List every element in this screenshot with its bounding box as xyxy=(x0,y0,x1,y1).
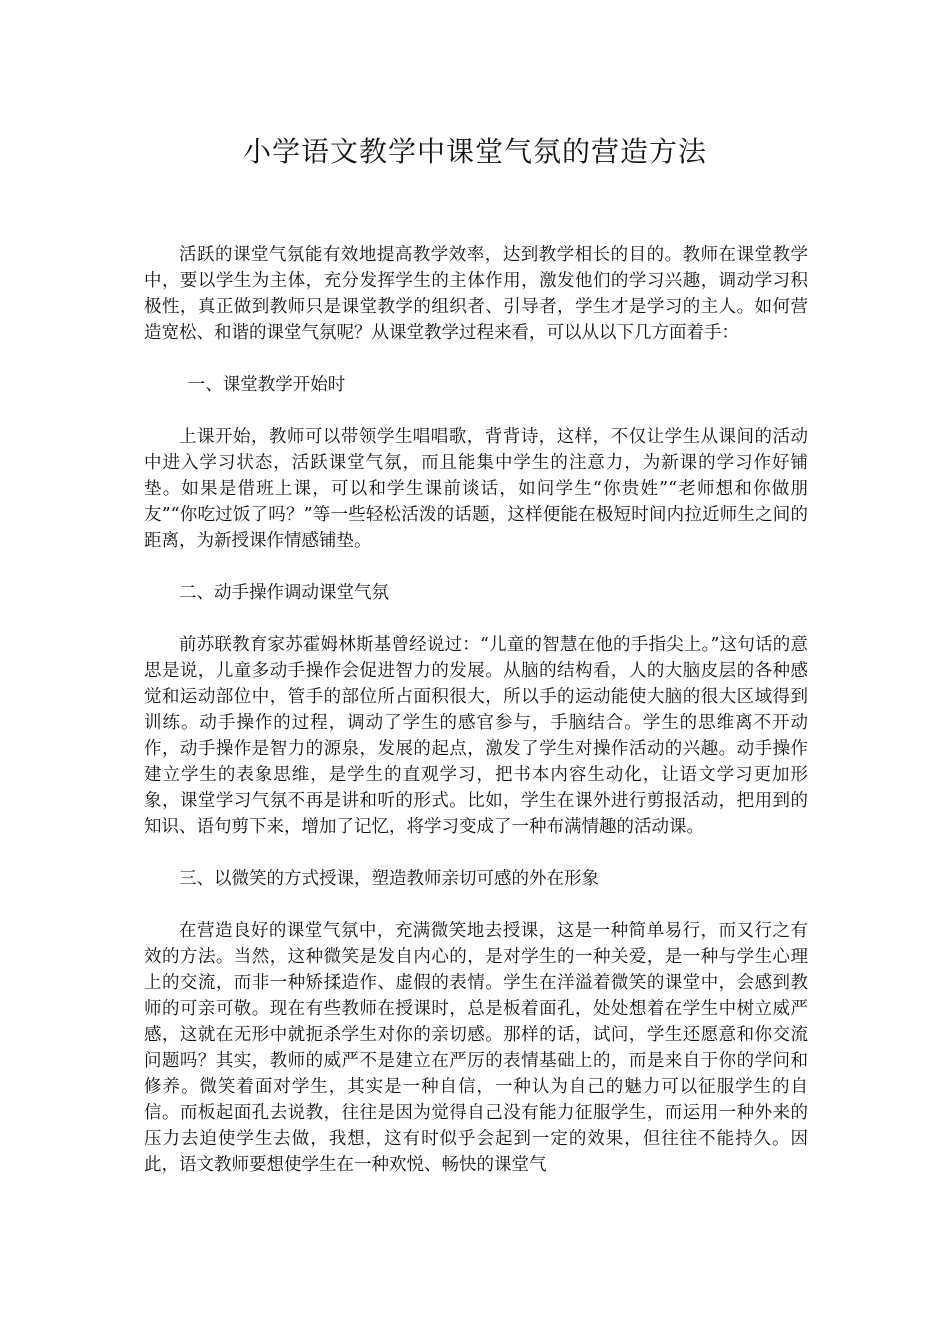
section-heading-1: 一、课堂教学开始时 xyxy=(187,375,346,395)
document-title: 小学语文教学中课堂气氛的营造方法 xyxy=(242,135,707,168)
section-heading-3: 三、以微笑的方式授课，塑造教师亲切可感的外在形象 xyxy=(179,869,599,889)
section-heading-2: 二、动手操作调动课堂气氛 xyxy=(179,583,389,603)
section-paragraph-1: 上课开始，教师可以带领学生唱唱歌，背背诗，这样，不仅让学生从课间的活动中进入学习状态，活跃课堂气氛，而且能集中学生的注意力，为新课的学习作好铺垫。如果是借班上课，可以和学生课前谈话，如问学生“你贵姓”“老师想和你做朋友”“你吃过饭了吗？”等一些轻松活泼的话题，这样便能在极短时间内拉近师生之间的距离，为新授课作情感铺垫。 xyxy=(144,427,808,551)
section-paragraph-2: 前苏联教育家苏霍姆林斯基曾经说过：“儿童的智慧在他的手指尖上。”这句话的意思是说，儿童多动手操作会促进智力的发展。从脑的结构看，人的大脑皮层的各种感觉和运动部位中，管手的部位所占面积很大，所以手的运动能使大脑的很大区域得到训练。动手操作的过程，调动了学生的感官参与，手脑结合。学生的思维离不开动作，动手操作是智力的源泉，发展的起点，激发了学生对操作活动的兴趣。动手操作建立学生的表象思维，是学生的直观学习，把书本内容生动化，让语文学习更加形象，课堂学习气氛不再是讲和听的形式。比如，学生在课外进行剪报活动，把用到的知识、语句剪下来，增加了记忆，将学习变成了一种布满情趣的活动课。 xyxy=(144,635,808,837)
document-body xyxy=(144,242,808,1178)
intro-paragraph: 活跃的课堂气氛能有效地提高教学效率，达到教学相长的目的。教师在课堂教学中，要以学生为主体，充分发挥学生的主体作用，激发他们的学习兴趣，调动学习积极性，真正做到教师只是课堂教学的组织者、引导者，学生才是学习的主人。如何营造宽松、和谐的课堂气氛呢？从课堂教学过程来看，可以从以下几方面着手： xyxy=(144,245,808,343)
section-paragraph-3: 在营造良好的课堂气氛中，充满微笑地去授课，这是一种简单易行，而又行之有效的方法。当然，这种微笑是发自内心的，是对学生的一种关爱，是一种与学生心理上的交流，而非一种矫揉造作、虚假的表情。学生在洋溢着微笑的课堂中，会感到教师的可亲可敬。现在有些教师在授课时，总是板着面孔，处处想着在学生中树立威严感，这就在无形中就扼杀学生对你的亲切感。那样的话，试问，学生还愿意和你交流问题吗？其实，教师的威严不是建立在严厉的表情基础上的，而是来自于你的学问和修养。微笑着面对学生，其实是一种自信，一种认为自己的魅力可以征服学生的自信。而板起面孔去说教，往往是因为觉得自己没有能力征服学生，而运用一种外来的压力去迫使学生去做，我想，这有时似乎会起到一定的效果，但往往不能持久。因此，语文教师要想使学生在一种欢悦、畅快的课堂气 xyxy=(144,921,808,1175)
